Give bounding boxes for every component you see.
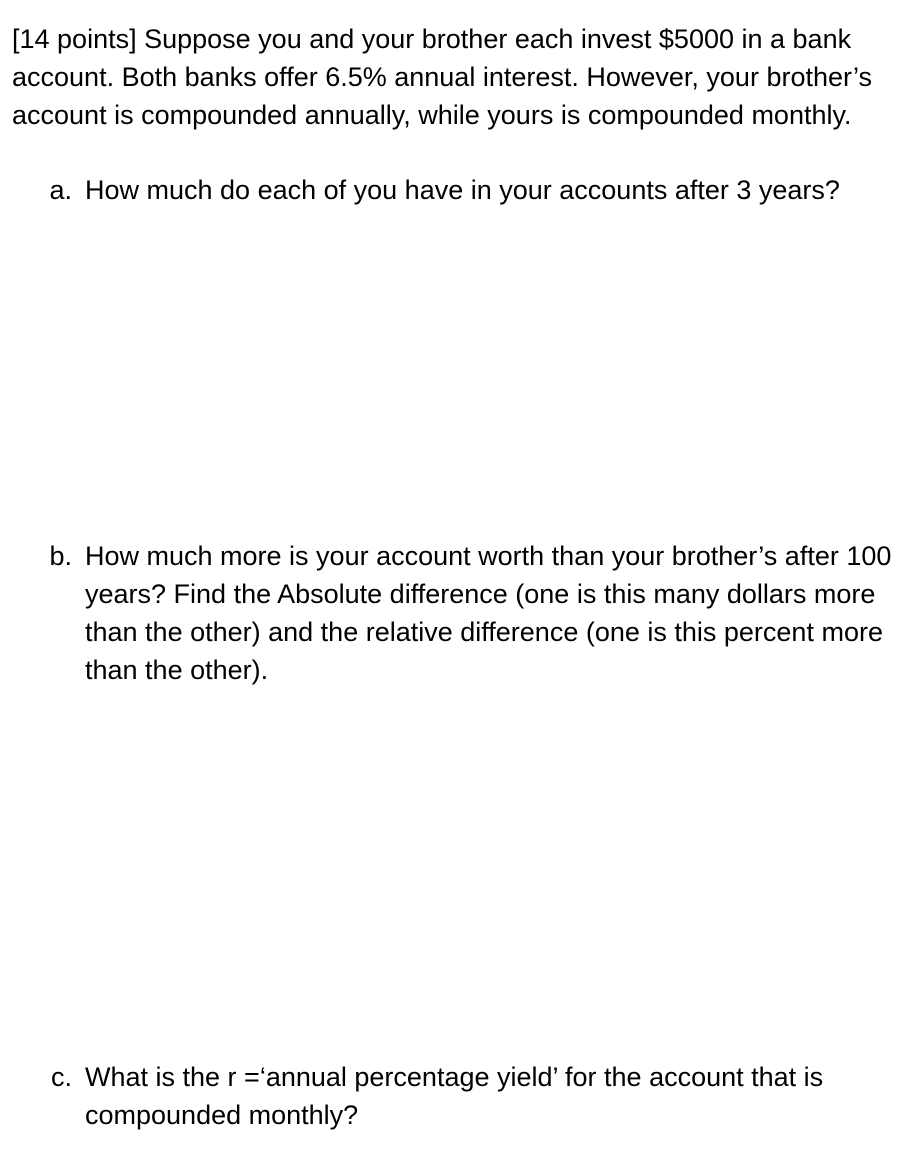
question-part-b [12,537,892,689]
part-c-text: What is the r =‘annual percentage yield’ for the account that is compounded monthly? [85,1062,824,1130]
problem-intro: [14 points] Suppose you and your brother each invest $5000 in a bank account. Both banks offer 6.5% annual interest. However, your brother’s account is compounded annually, while yours is compounded monthly. [12,24,873,130]
part-a-marker: a. [49,175,72,205]
part-b-marker: b. [49,541,72,571]
question-part-c [12,1058,892,1134]
question-part-a [12,171,892,209]
part-c-marker: c. [50,1062,72,1092]
part-b-text: How much more is your account worth than your brother’s after 100 years? Find the Absolute difference (one is this many dollars more than the other) and the relative difference (one is this percent more than the other). [85,541,892,685]
part-a-text: How much do each of you have in your accounts after 3 years? [85,175,840,205]
